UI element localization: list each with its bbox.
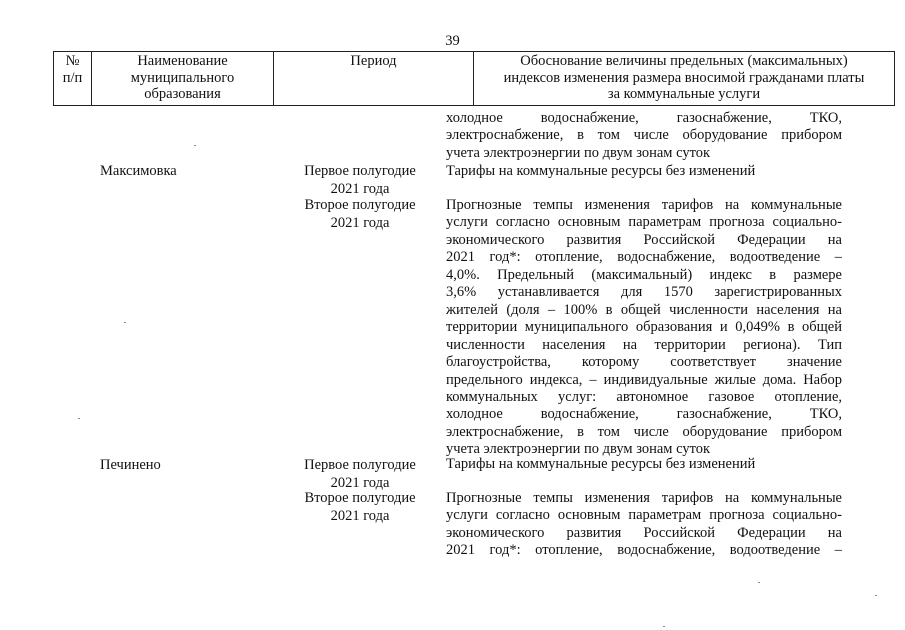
scan-speck bbox=[758, 582, 760, 583]
text-line: услуги согласно основным параметрам прогноза социально- bbox=[446, 507, 842, 524]
text-line: учета электроэнергии по двум зонам суток bbox=[446, 144, 711, 161]
text-line: холодное водоснабжение, газоснабжение, ТКО, bbox=[446, 110, 842, 126]
municipality-name: Максимовка bbox=[100, 163, 177, 179]
text-line: услуги согласно основным параметрам прогноза социально- bbox=[446, 214, 842, 231]
header-basis-cell bbox=[474, 52, 895, 106]
text-line: экономического развития Российской Федерации на bbox=[446, 231, 842, 248]
text-line: экономического развития Российской Федерации на bbox=[446, 524, 842, 541]
period-line: Второе полугодие bbox=[304, 197, 416, 213]
scan-speck bbox=[194, 145, 196, 146]
text-line: 2021 год*: отопление, водоснабжение, водоотведение – bbox=[446, 542, 842, 559]
municipality-name: Печинено bbox=[100, 457, 161, 473]
header-name-line: муниципального bbox=[130, 69, 235, 86]
basis-second-half bbox=[446, 490, 842, 560]
period-line: Первое полугодие bbox=[304, 163, 416, 179]
text-line: 3,6% устанавливается для 1570 зарегистрированных bbox=[446, 284, 842, 301]
table-header bbox=[53, 51, 895, 106]
header-name-cell bbox=[92, 52, 274, 106]
text-line: учета электроэнергии по двум зонам суток bbox=[446, 441, 711, 458]
text-line: электроснабжение, в том числе оборудование прибором bbox=[446, 423, 842, 440]
period-first-half bbox=[292, 163, 428, 198]
text-line: коммунальных услуг: автономное газовое отопление, bbox=[446, 388, 842, 405]
page-number: 39 bbox=[445, 33, 460, 49]
period-second-half bbox=[292, 197, 428, 232]
period-line: Второе полугодие bbox=[304, 490, 416, 506]
header-basis-line: Обоснование величины предельных (максимальных) bbox=[520, 53, 848, 69]
period-line: 2021 года bbox=[330, 180, 390, 197]
period-line: 2021 года bbox=[330, 507, 390, 524]
scan-speck bbox=[875, 595, 877, 596]
text-line: предельного индекса, – индивидуальные жилые дома. Набор bbox=[446, 371, 842, 388]
basis-second-half bbox=[446, 197, 842, 459]
text-line: Тарифы на коммунальные ресурсы без изменений bbox=[446, 163, 756, 179]
scan-speck bbox=[124, 322, 126, 323]
header-period-cell bbox=[274, 52, 474, 106]
basis-first-half bbox=[446, 163, 842, 180]
header-period-line: Период bbox=[350, 53, 397, 69]
period-second-half bbox=[292, 490, 428, 525]
header-number-line: п/п bbox=[62, 69, 83, 86]
continuation-basis bbox=[446, 110, 842, 162]
scan-speck bbox=[78, 418, 80, 419]
text-line: Тарифы на коммунальные ресурсы без изменений bbox=[446, 456, 756, 472]
text-line: 4,0%. Предельный (максимальный) индекс в размере bbox=[446, 266, 842, 283]
scan-speck bbox=[663, 626, 665, 627]
text-line: численности населения на территории региона). Тип bbox=[446, 336, 842, 353]
text-line: Прогнозные темпы изменения тарифов на коммунальные bbox=[446, 490, 842, 506]
text-line: территории муниципального образования и 0,049% в общей bbox=[446, 319, 842, 336]
header-name-line: образования bbox=[144, 86, 221, 102]
header-number-cell bbox=[54, 52, 92, 106]
period-line: 2021 года bbox=[330, 214, 390, 231]
header-number-line: № bbox=[65, 53, 80, 69]
header-name-line: Наименование bbox=[137, 53, 228, 69]
header-basis-line: за коммунальные услуги bbox=[607, 86, 761, 102]
text-line: жителей (доля – 100% в общей численности населения на bbox=[446, 301, 842, 318]
text-line: холодное водоснабжение, газоснабжение, ТКО, bbox=[446, 406, 842, 423]
period-line: Первое полугодие bbox=[304, 457, 416, 473]
header-basis-line: индексов изменения размера вносимой гражданами платы bbox=[503, 69, 865, 86]
period-first-half bbox=[292, 457, 428, 492]
text-line: электроснабжение, в том числе оборудование прибором bbox=[446, 127, 842, 144]
period-line: 2021 года bbox=[330, 474, 390, 491]
basis-first-half bbox=[446, 456, 842, 473]
text-line: 2021 год*: отопление, водоснабжение, водоотведение – bbox=[446, 249, 842, 266]
text-line: Прогнозные темпы изменения тарифов на коммунальные bbox=[446, 197, 842, 213]
text-line: благоустройства, которому соответствует значение bbox=[446, 354, 842, 371]
